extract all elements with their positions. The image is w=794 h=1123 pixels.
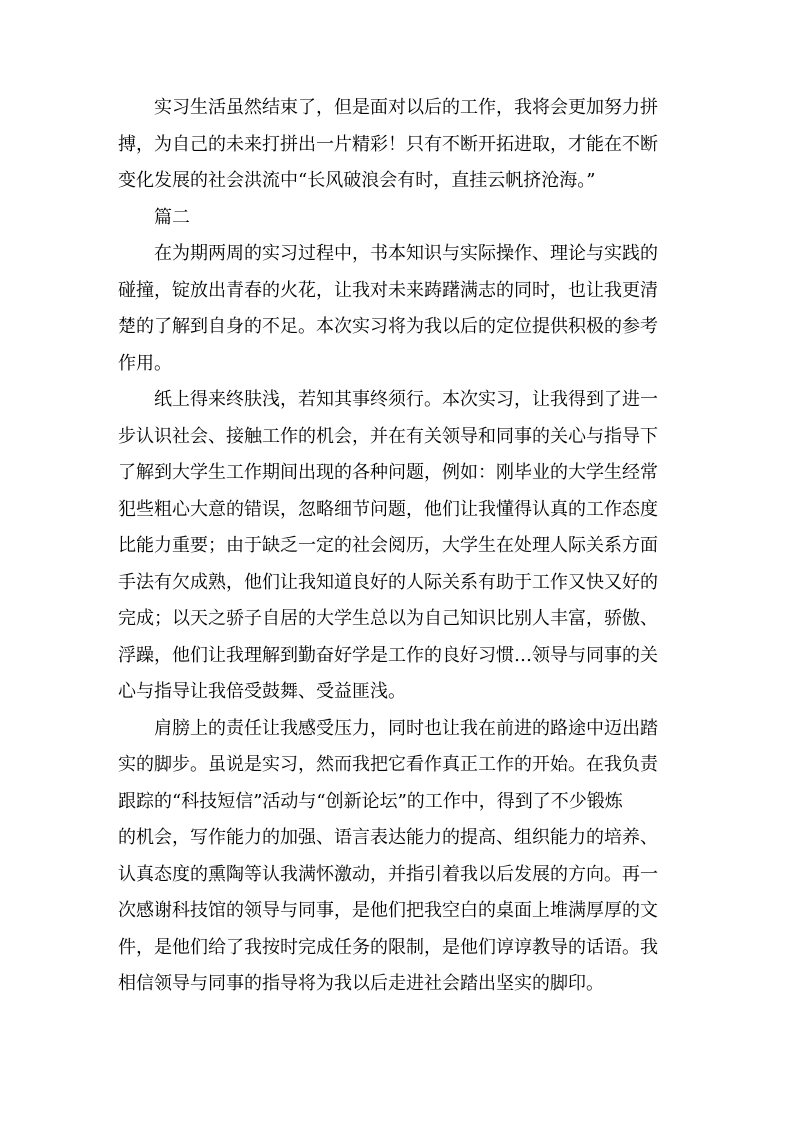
text-line: 楚的了解到自身的不足。本次实习将为我以后的定位提供积极的参考 xyxy=(118,316,658,337)
text-line: 肩膀上的责任让我感受压力，同时也让我在前进的路途中迈出踏 xyxy=(154,717,658,739)
section-heading: 篇二 xyxy=(154,206,190,228)
text-line: 在为期两周的实习过程中，书本知识与实际操作、理论与实践的 xyxy=(154,243,658,264)
text-line: 作用。 xyxy=(118,352,172,374)
text-line: 认真态度的熏陶等认我满怀激动，并指引着我以后发展的方向。再一 xyxy=(118,863,658,885)
text-line: 实的脚步。虽说是实习，然而我把它看作真正工作的开始。在我负责 xyxy=(118,754,658,775)
text-line: 件，是他们给了我按时完成任务的限制，是他们谆谆教导的话语。我 xyxy=(118,936,658,958)
text-line: 搏，为自己的未来打拼出一片精彩！只有不断开拓进取，才能在不断 xyxy=(118,133,658,155)
text-line: 心与指导让我倍受鼓舞、受益匪浅。 xyxy=(118,681,406,702)
text-line: 变化发展的社会洪流中“长风破浪会有时，直挂云帆挤沧海。” xyxy=(118,170,596,191)
text-line: 完成；以天之骄子自居的大学生总以为自己知识比别人丰富，骄傲、 xyxy=(118,608,658,629)
text-line: 犯些粗心大意的错误，忽略细节问题，他们让我懂得认真的工作态度 xyxy=(118,498,658,520)
text-line: 浮躁，他们让我理解到勤奋好学是工作的良好习惯…领导与同事的关 xyxy=(118,644,658,666)
text-line: 相信领导与同事的指导将为我以后走进社会踏出坚实的脚印。 xyxy=(118,973,604,994)
text-line: 实习生活虽然结束了，但是面对以后的工作，我将会更加努力拼 xyxy=(154,97,658,118)
text-line: 比能力重要；由于缺乏一定的社会阅历，大学生在处理人际关系方面 xyxy=(118,535,658,556)
text-line: 的机会，写作能力的加强、语言表达能力的提高、组织能力的培养、 xyxy=(118,827,658,848)
text-line: 步认识社会、接触工作的机会，并在有关领导和同事的关心与指导下 xyxy=(118,425,658,447)
body-text xyxy=(118,90,680,1003)
text-line: 了解到大学生工作期间出现的各种问题，例如：刚毕业的大学生经常 xyxy=(118,462,658,483)
text-line: 纸上得来终肤浅，若知其事终须行。本次实习，让我得到了进一 xyxy=(154,389,658,410)
text-line: 跟踪的“科技短信”活动与“创新论坛”的工作中，得到了不少锻炼 xyxy=(118,790,623,812)
text-line: 手法有欠成熟，他们让我知道良好的人际关系有助于工作又快又好的 xyxy=(118,571,658,593)
text-line: 次感谢科技馆的领导与同事，是他们把我空白的桌面上堆满厚厚的文 xyxy=(118,900,658,921)
text-line: 碰撞，锭放出青春的火花，让我对未来踌躇满志的同时，也让我更清 xyxy=(118,279,658,301)
